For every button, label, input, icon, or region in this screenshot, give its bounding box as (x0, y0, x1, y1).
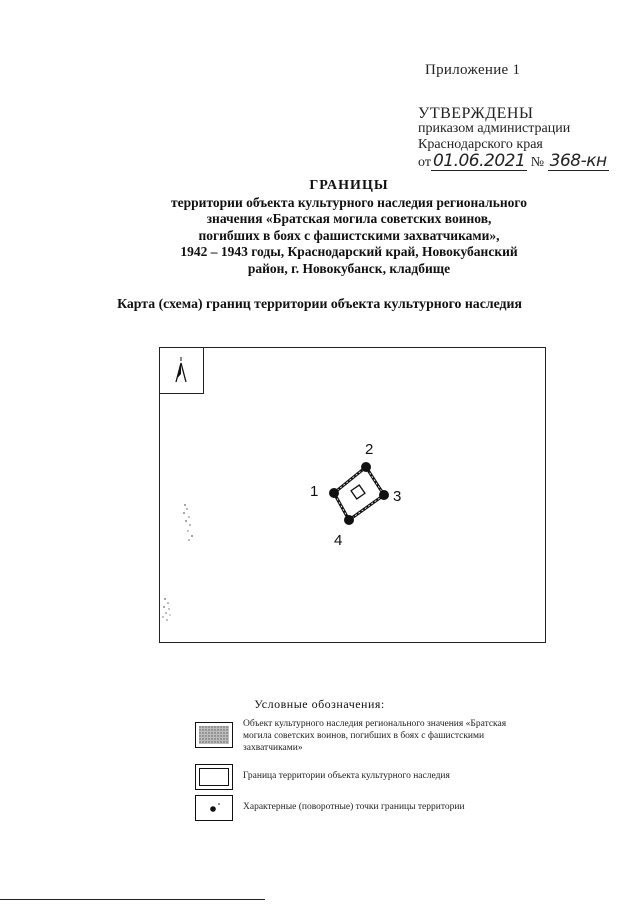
approved-label: УТВЕРЖДЕНЫ (418, 105, 534, 122)
point-label-3: 3 (393, 488, 402, 505)
order-number-label: № (530, 155, 545, 170)
title-line-2: значения «Братская могила советских воинов, (206, 211, 492, 226)
title-heading: ГРАНИЦЫ (309, 178, 389, 193)
boundary-point-2 (361, 462, 371, 472)
boundary-point-4 (344, 515, 354, 525)
order-prefix: от (418, 155, 431, 170)
map-drawing (159, 347, 546, 643)
order-number: 368-кн (549, 151, 607, 171)
map-noise-left (162, 504, 193, 621)
order-line-1: приказом администрации (418, 121, 571, 136)
point-label-2: 2 (365, 441, 374, 458)
order-line-2: Краснодарского края (418, 137, 543, 152)
legend-text-boundary: Граница территории объекта культурного наследия (243, 771, 450, 781)
boundary-point-3 (379, 490, 389, 500)
heritage-object (351, 485, 365, 499)
point-marker-icon (195, 795, 233, 821)
boundary-outline-icon (195, 764, 233, 790)
title-line-5: район, г. Новокубанск, кладбище (247, 260, 451, 276)
hatched-fill-icon (195, 722, 233, 748)
appendix-label: Приложение 1 (425, 62, 521, 78)
title-line-3: погибших в боях с фашистскими захватчиками», (198, 227, 500, 243)
title-line-4: 1942 – 1943 годы, Краснодарский край, Новокубанский (180, 244, 518, 259)
order-line-3 (418, 153, 609, 171)
footer-rule (0, 899, 265, 900)
boundary-point-1 (329, 488, 339, 498)
map-caption: Карта (схема) границ территории объекта культурного наследия (117, 296, 522, 311)
legend-title: Условные обозначения: (254, 697, 385, 711)
document-title (60, 178, 638, 277)
legend-text-object: Объект культурного наследия регионального значения «Братская могила советских воинов, погибших в боях с фашистскими захватчиками» (243, 719, 507, 753)
order-date: 01.06.2021 (432, 151, 526, 171)
title-line-1: территории объекта культурного наследия регионального (171, 194, 527, 210)
legend-text-points: Характерные (поворотные) точки границы территории (243, 802, 465, 812)
point-label-1: 1 (310, 483, 319, 500)
point-label-4: 4 (334, 532, 343, 549)
